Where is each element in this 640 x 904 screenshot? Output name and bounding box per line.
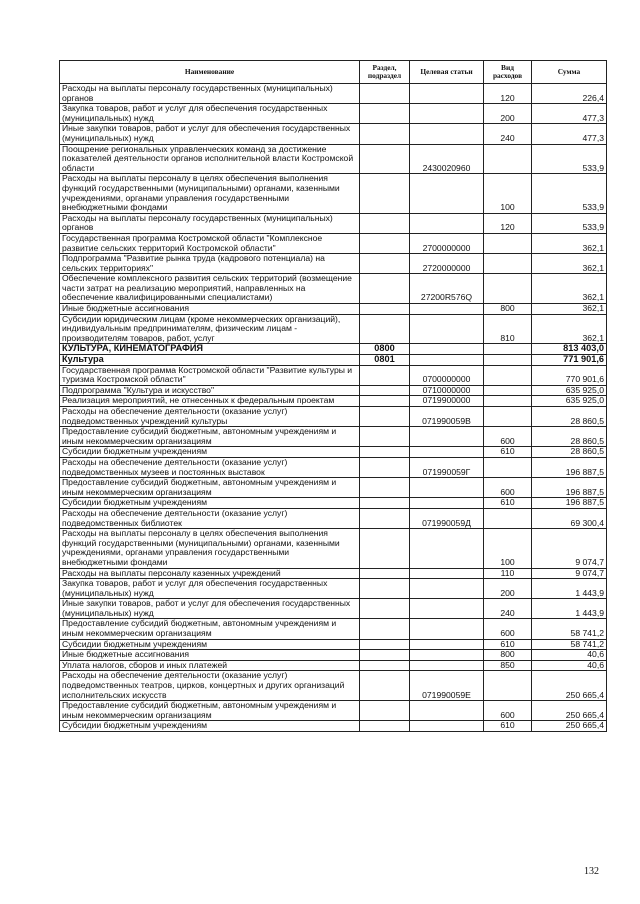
row-sum: 362,1 bbox=[532, 233, 607, 253]
row-type bbox=[484, 508, 532, 528]
row-name: Подпрограмма "Развитие рынка труда (кадрового потенциала) на сельских территориях" bbox=[60, 254, 360, 274]
row-type: 810 bbox=[484, 314, 532, 344]
table-row bbox=[60, 447, 607, 458]
row-type: 200 bbox=[484, 579, 532, 599]
row-section bbox=[360, 579, 410, 599]
row-sum: 477,3 bbox=[532, 124, 607, 144]
table-row bbox=[60, 599, 607, 619]
row-type: 610 bbox=[484, 498, 532, 509]
row-section bbox=[360, 124, 410, 144]
row-sum: 635 925,0 bbox=[532, 385, 607, 396]
row-name: Иные бюджетные ассигнования bbox=[60, 650, 360, 661]
row-name: Субсидии бюджетным учреждениям bbox=[60, 721, 360, 732]
row-name: Поощрение региональных управленческих команд за достижение показателей деятельности органов исполнительной власти Костромской области bbox=[60, 144, 360, 174]
row-sum: 477,3 bbox=[532, 104, 607, 124]
budget-page bbox=[59, 60, 606, 732]
row-section bbox=[360, 478, 410, 498]
row-type: 600 bbox=[484, 427, 532, 447]
table-row bbox=[60, 639, 607, 650]
row-target bbox=[410, 84, 484, 104]
table-row bbox=[60, 478, 607, 498]
header-type: Вид расходов bbox=[484, 61, 532, 84]
row-sum: 362,1 bbox=[532, 274, 607, 304]
row-sum: 250 665,4 bbox=[532, 701, 607, 721]
row-target bbox=[410, 104, 484, 124]
row-type bbox=[484, 254, 532, 274]
table-row bbox=[60, 619, 607, 639]
row-name: Расходы на выплаты персоналу государственных (муниципальных) органов bbox=[60, 213, 360, 233]
row-name: Иные закупки товаров, работ и услуг для обеспечения государственных (муниципальных) нужд bbox=[60, 599, 360, 619]
header-name: Наименование bbox=[60, 61, 360, 84]
table-row bbox=[60, 274, 607, 304]
table-row bbox=[60, 579, 607, 599]
row-type bbox=[484, 671, 532, 701]
row-section bbox=[360, 314, 410, 344]
row-name: КУЛЬТУРА, КИНЕМАТОГРАФИЯ bbox=[60, 344, 360, 355]
row-section bbox=[360, 407, 410, 427]
row-type bbox=[484, 355, 532, 366]
row-type bbox=[484, 385, 532, 396]
table-row bbox=[60, 568, 607, 579]
row-name: Расходы на выплаты персоналу казенных учреждений bbox=[60, 568, 360, 579]
row-section bbox=[360, 457, 410, 477]
table-row bbox=[60, 365, 607, 385]
row-type bbox=[484, 144, 532, 174]
table-row bbox=[60, 701, 607, 721]
row-target bbox=[410, 344, 484, 355]
row-sum: 196 887,5 bbox=[532, 498, 607, 509]
row-sum: 813 403,0 bbox=[532, 344, 607, 355]
row-section bbox=[360, 498, 410, 509]
row-sum: 533,9 bbox=[532, 213, 607, 233]
row-type bbox=[484, 396, 532, 407]
row-sum: 40,6 bbox=[532, 650, 607, 661]
table-row bbox=[60, 427, 607, 447]
row-sum: 250 665,4 bbox=[532, 671, 607, 701]
row-section bbox=[360, 233, 410, 253]
table-row bbox=[60, 84, 607, 104]
row-target: 0700000000 bbox=[410, 365, 484, 385]
row-sum: 196 887,5 bbox=[532, 457, 607, 477]
row-type: 850 bbox=[484, 660, 532, 671]
row-type: 800 bbox=[484, 304, 532, 315]
row-sum: 28 860,5 bbox=[532, 427, 607, 447]
row-section bbox=[360, 104, 410, 124]
row-name: Иные закупки товаров, работ и услуг для обеспечения государственных (муниципальных) нужд bbox=[60, 124, 360, 144]
table-row bbox=[60, 457, 607, 477]
row-type: 100 bbox=[484, 529, 532, 568]
page-number: 132 bbox=[584, 866, 599, 877]
row-target bbox=[410, 447, 484, 458]
table-row bbox=[60, 104, 607, 124]
row-type: 100 bbox=[484, 174, 532, 213]
row-section bbox=[360, 365, 410, 385]
row-sum: 1 443,9 bbox=[532, 579, 607, 599]
table-body bbox=[60, 84, 607, 732]
row-sum: 69 300,4 bbox=[532, 508, 607, 528]
row-target bbox=[410, 639, 484, 650]
row-section bbox=[360, 174, 410, 213]
table-row bbox=[60, 508, 607, 528]
row-section bbox=[360, 396, 410, 407]
row-target bbox=[410, 650, 484, 661]
table-row bbox=[60, 385, 607, 396]
row-sum: 28 860,5 bbox=[532, 447, 607, 458]
row-type: 600 bbox=[484, 701, 532, 721]
row-target bbox=[410, 124, 484, 144]
row-target: 27200R576Q bbox=[410, 274, 484, 304]
row-name: Субсидии бюджетным учреждениям bbox=[60, 498, 360, 509]
row-sum: 362,1 bbox=[532, 314, 607, 344]
row-section bbox=[360, 213, 410, 233]
table-header-row bbox=[60, 61, 607, 84]
row-target: 0710000000 bbox=[410, 385, 484, 396]
row-target: 2720000000 bbox=[410, 254, 484, 274]
row-name: Расходы на выплаты персоналу государственных (муниципальных) органов bbox=[60, 84, 360, 104]
row-name: Предоставление субсидий бюджетным, автономным учреждениям и иным некоммерческим организациям bbox=[60, 619, 360, 639]
table-row bbox=[60, 174, 607, 213]
table-row bbox=[60, 254, 607, 274]
table-row bbox=[60, 233, 607, 253]
row-section bbox=[360, 84, 410, 104]
row-target bbox=[410, 529, 484, 568]
row-sum: 58 741,2 bbox=[532, 639, 607, 650]
table-row bbox=[60, 671, 607, 701]
row-sum: 9 074,7 bbox=[532, 529, 607, 568]
row-sum: 226,4 bbox=[532, 84, 607, 104]
row-target bbox=[410, 721, 484, 732]
row-sum: 1 443,9 bbox=[532, 599, 607, 619]
row-name: Государственная программа Костромской области "Развитие культуры и туризма Костромской области" bbox=[60, 365, 360, 385]
row-section: 0800 bbox=[360, 344, 410, 355]
row-name: Обеспечение комплексного развития сельских территорий (возмещение части затрат на реализацию мероприятий, направленных на обеспечение квалифицированными специалистами) bbox=[60, 274, 360, 304]
row-name: Расходы на выплаты персоналу в целях обеспечения выполнения функций государственными (муниципальными) органами, казенными учреждениями, органами управления государственными внебюджетными фондами bbox=[60, 174, 360, 213]
row-target bbox=[410, 304, 484, 315]
row-target: 2700000000 bbox=[410, 233, 484, 253]
table-row bbox=[60, 355, 607, 366]
row-name: Уплата налогов, сборов и иных платежей bbox=[60, 660, 360, 671]
row-type: 240 bbox=[484, 599, 532, 619]
row-type: 120 bbox=[484, 84, 532, 104]
row-section bbox=[360, 427, 410, 447]
row-section bbox=[360, 599, 410, 619]
table-row bbox=[60, 124, 607, 144]
row-target: 071990059Е bbox=[410, 671, 484, 701]
row-type: 120 bbox=[484, 213, 532, 233]
row-type bbox=[484, 233, 532, 253]
row-type: 200 bbox=[484, 104, 532, 124]
row-name: Субсидии бюджетным учреждениям bbox=[60, 639, 360, 650]
row-type: 600 bbox=[484, 478, 532, 498]
row-target bbox=[410, 599, 484, 619]
row-section bbox=[360, 254, 410, 274]
row-sum: 362,1 bbox=[532, 254, 607, 274]
row-target bbox=[410, 498, 484, 509]
row-target bbox=[410, 478, 484, 498]
row-sum: 635 925,0 bbox=[532, 396, 607, 407]
table-row bbox=[60, 498, 607, 509]
row-type: 610 bbox=[484, 721, 532, 732]
table-row bbox=[60, 144, 607, 174]
table-row bbox=[60, 721, 607, 732]
row-type bbox=[484, 344, 532, 355]
row-name: Подпрограмма "Культура и искусство" bbox=[60, 385, 360, 396]
row-section bbox=[360, 385, 410, 396]
row-target: 071990059В bbox=[410, 407, 484, 427]
row-type: 240 bbox=[484, 124, 532, 144]
row-name: Расходы на обеспечение деятельности (оказание услуг) подведомственных театров, цирков, концертных и других организаций исполнительских искусств bbox=[60, 671, 360, 701]
row-type: 800 bbox=[484, 650, 532, 661]
row-name: Предоставление субсидий бюджетным, автономным учреждениям и иным некоммерческим организациям bbox=[60, 427, 360, 447]
row-section bbox=[360, 721, 410, 732]
table-row bbox=[60, 650, 607, 661]
header-section: Раздел, подраздел bbox=[360, 61, 410, 84]
row-sum: 533,9 bbox=[532, 174, 607, 213]
row-name: Иные бюджетные ассигнования bbox=[60, 304, 360, 315]
row-target: 0719900000 bbox=[410, 396, 484, 407]
table-row bbox=[60, 304, 607, 315]
row-sum: 40,6 bbox=[532, 660, 607, 671]
row-type bbox=[484, 457, 532, 477]
row-section bbox=[360, 639, 410, 650]
row-sum: 771 901,6 bbox=[532, 355, 607, 366]
row-target bbox=[410, 355, 484, 366]
row-name: Расходы на обеспечение деятельности (оказание услуг) подведомственных библиотек bbox=[60, 508, 360, 528]
row-sum: 196 887,5 bbox=[532, 478, 607, 498]
table-row bbox=[60, 213, 607, 233]
row-name: Субсидии юридическим лицам (кроме некоммерческих организаций), индивидуальным предпринимателям, физическим лицам - производителям товаров, работ, услуг bbox=[60, 314, 360, 344]
row-sum: 28 860,5 bbox=[532, 407, 607, 427]
row-target bbox=[410, 314, 484, 344]
row-target: 071990059Г bbox=[410, 457, 484, 477]
row-section bbox=[360, 144, 410, 174]
row-name: Культура bbox=[60, 355, 360, 366]
row-name: Государственная программа Костромской области "Комплексное развитие сельских территорий Костромской области" bbox=[60, 233, 360, 253]
row-target bbox=[410, 619, 484, 639]
row-name: Закупка товаров, работ и услуг для обеспечения государственных (муниципальных) нужд bbox=[60, 104, 360, 124]
row-name: Реализация мероприятий, не отнесенных к федеральным проектам bbox=[60, 396, 360, 407]
row-section bbox=[360, 568, 410, 579]
row-target bbox=[410, 213, 484, 233]
row-target bbox=[410, 427, 484, 447]
row-name: Предоставление субсидий бюджетным, автономным учреждениям и иным некоммерческим организациям bbox=[60, 478, 360, 498]
table-row bbox=[60, 407, 607, 427]
row-type: 610 bbox=[484, 639, 532, 650]
header-sum: Сумма bbox=[532, 61, 607, 84]
row-section bbox=[360, 650, 410, 661]
row-section bbox=[360, 619, 410, 639]
row-target bbox=[410, 660, 484, 671]
row-section bbox=[360, 304, 410, 315]
row-type: 110 bbox=[484, 568, 532, 579]
row-section bbox=[360, 529, 410, 568]
row-section bbox=[360, 671, 410, 701]
row-sum: 533,9 bbox=[532, 144, 607, 174]
budget-table bbox=[59, 60, 607, 732]
row-name: Расходы на обеспечение деятельности (оказание услуг) подведомственных музеев и постоянных выставок bbox=[60, 457, 360, 477]
row-type bbox=[484, 365, 532, 385]
row-type bbox=[484, 274, 532, 304]
row-target: 2430020960 bbox=[410, 144, 484, 174]
row-sum: 362,1 bbox=[532, 304, 607, 315]
row-name: Расходы на обеспечение деятельности (оказание услуг) подведомственных учреждений культуры bbox=[60, 407, 360, 427]
row-type: 610 bbox=[484, 447, 532, 458]
table-row bbox=[60, 660, 607, 671]
row-name: Закупка товаров, работ и услуг для обеспечения государственных (муниципальных) нужд bbox=[60, 579, 360, 599]
row-sum: 250 665,4 bbox=[532, 721, 607, 732]
row-type bbox=[484, 407, 532, 427]
header-target: Целевая статьи bbox=[410, 61, 484, 84]
row-name: Расходы на выплаты персоналу в целях обеспечения выполнения функций государственными (муниципальными) органами, казенными учреждениями, органами управления государственными внебюджетными фондами bbox=[60, 529, 360, 568]
table-row bbox=[60, 344, 607, 355]
row-target bbox=[410, 568, 484, 579]
row-sum: 9 074,7 bbox=[532, 568, 607, 579]
row-type: 600 bbox=[484, 619, 532, 639]
row-sum: 770 901,6 bbox=[532, 365, 607, 385]
row-name: Субсидии бюджетным учреждениям bbox=[60, 447, 360, 458]
table-row bbox=[60, 529, 607, 568]
row-section bbox=[360, 508, 410, 528]
row-section bbox=[360, 660, 410, 671]
table-row bbox=[60, 314, 607, 344]
row-section: 0801 bbox=[360, 355, 410, 366]
row-target bbox=[410, 701, 484, 721]
row-target: 071990059Д bbox=[410, 508, 484, 528]
row-section bbox=[360, 447, 410, 458]
row-target bbox=[410, 174, 484, 213]
row-name: Предоставление субсидий бюджетным, автономным учреждениям и иным некоммерческим организациям bbox=[60, 701, 360, 721]
row-sum: 58 741,2 bbox=[532, 619, 607, 639]
row-target bbox=[410, 579, 484, 599]
row-section bbox=[360, 701, 410, 721]
row-section bbox=[360, 274, 410, 304]
table-row bbox=[60, 396, 607, 407]
